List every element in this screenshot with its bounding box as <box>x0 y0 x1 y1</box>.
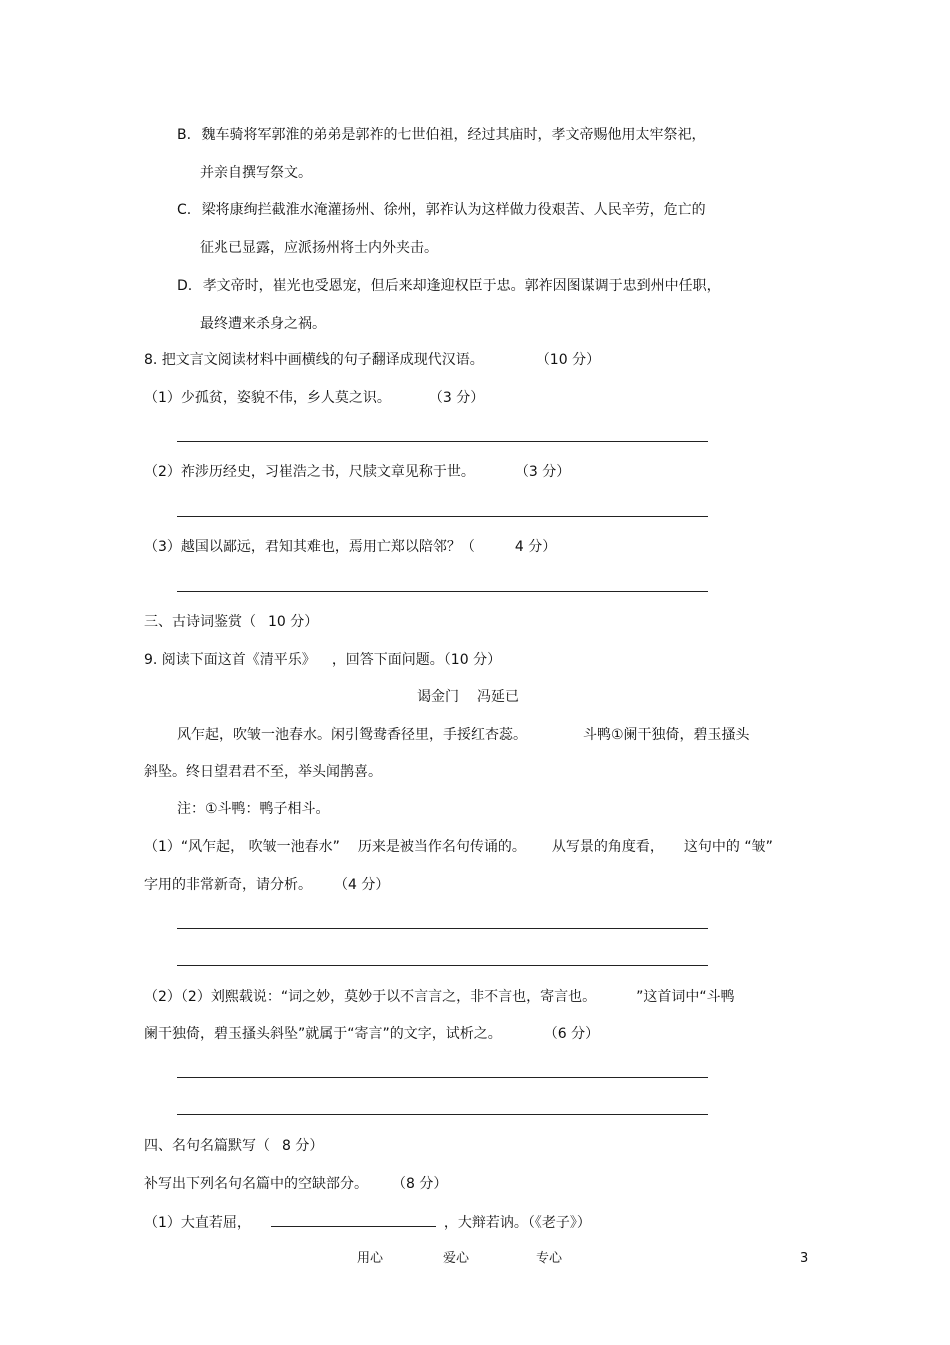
q8-title <box>144 351 600 369</box>
q9-title-rest: ，回答下面问题。（10 分） <box>331 652 502 668</box>
footer-motto-3: 专心 <box>536 1251 563 1266</box>
section-score: 10 分） <box>268 614 319 630</box>
section-score: 8 分） <box>282 1138 324 1154</box>
instruction-score: （8 分） <box>392 1176 448 1192</box>
answer-line[interactable] <box>177 516 708 517</box>
option-b <box>177 126 706 144</box>
q8-score: （10 分） <box>535 352 601 368</box>
poem-author: 冯延已 <box>477 689 519 705</box>
q9-sub-text: 字用的非常新奇，请分析。 <box>144 877 312 893</box>
fill-text: （1）大直若屈， <box>144 1215 251 1231</box>
answer-line[interactable] <box>177 1077 708 1078</box>
q9-sub-1 <box>144 838 773 856</box>
q8-item-score: （3 分） <box>428 390 485 406</box>
poem-title: 谒金门 <box>417 689 459 705</box>
q8-item-1 <box>144 389 484 407</box>
q8-item-text: （2）祚涉历经史，习崔浩之书，尺牍文章见称于世。 <box>144 464 475 480</box>
option-d-continuation: 最终遭来杀身之祸。 <box>200 316 326 332</box>
q8-item-score: （3 分） <box>514 464 571 480</box>
q9-sub-text: 这句中的 “皱” <box>683 839 773 855</box>
poem-text: 风乍起，吹皱一池春水。闲引鸳鸯香径里，手挼红杏蕊。 <box>177 727 527 743</box>
option-text: 孝文帝时，崔光也受恩宠，但后来却逢迎权臣于忠。郭祚因图谋调于忠到州中任职， <box>202 278 721 294</box>
answer-line[interactable] <box>177 1114 708 1115</box>
q9-sub-text: 阑干独倚，碧玉搔头斜坠”就属于“寄言”的文字，试析之。 <box>144 1026 502 1042</box>
answer-line[interactable] <box>177 441 708 442</box>
option-label: B. <box>177 127 192 143</box>
q9-sub-1-line-2 <box>144 876 389 894</box>
q9-sub-score: （6 分） <box>543 1026 600 1042</box>
option-label: C. <box>177 202 192 218</box>
q9-sub-2 <box>144 988 735 1006</box>
instruction-text: 补写出下列名句名篇中的空缺部分。 <box>144 1176 368 1192</box>
q8-item-text: （3）越国以鄙远，君知其难也，焉用亡郑以陪邻？（ <box>144 539 475 555</box>
q9-sub-score: （4 分） <box>334 877 390 893</box>
q8-item-3 <box>144 538 556 556</box>
q9-title <box>144 651 501 669</box>
fill-instruction <box>144 1175 447 1193</box>
section-title: 三、古诗词鉴赏（ <box>144 614 256 630</box>
q9-sub-text: （1）“风乍起， 吹皱一池春水” <box>144 839 340 855</box>
poem-note: 注：①斗鸭：鸭子相斗。 <box>177 801 330 817</box>
poem-text: 斗鸭①阑干独倚，碧玉搔头 <box>583 727 750 743</box>
option-label: D. <box>177 278 193 294</box>
footer-motto-1: 用心 <box>357 1251 384 1266</box>
section-3-heading <box>144 613 318 631</box>
q9-sub-text: 历来是被当作名句传诵的。 <box>357 839 526 855</box>
q9-sub-text: 从写景的角度看， <box>551 839 664 855</box>
option-b-continuation: 并亲自撰写祭文。 <box>200 165 312 181</box>
q9-title-text: 9. 阅读下面这首《清平乐》 <box>144 652 316 668</box>
q8-item-2 <box>144 463 570 481</box>
q8-title-text: 8. 把文言文阅读材料中画横线的句子翻译成现代汉语。 <box>144 352 484 368</box>
answer-line[interactable] <box>177 928 708 929</box>
section-4-heading <box>144 1137 323 1155</box>
q9-sub-2-line-2 <box>144 1025 599 1043</box>
fill-text: ，大辩若讷。（《老子》） <box>443 1215 591 1231</box>
page-number: 3 <box>800 1251 809 1266</box>
section-title: 四、名句名篇默写（ <box>144 1138 270 1154</box>
poem-heading <box>417 688 519 706</box>
option-d <box>177 277 721 295</box>
answer-line[interactable] <box>177 965 708 966</box>
answer-line[interactable] <box>177 591 708 592</box>
option-c <box>177 201 706 219</box>
q9-sub-text: （2）（2）刘熙载说：“词之妙，莫妙于以不言言之，非不言也，寄言也。 <box>144 989 597 1005</box>
q8-item-text: （1）少孤贫，姿貌不伟，乡人莫之识。 <box>144 390 391 406</box>
q9-sub-text: ”这首词中“斗鸭 <box>636 989 735 1005</box>
fill-blank[interactable] <box>271 1212 436 1227</box>
option-c-continuation: 征兆已显露，应派扬州将士内外夹击。 <box>200 240 438 256</box>
poem-line-2: 斜坠。终日望君君不至，举头闻鹊喜。 <box>144 764 382 780</box>
option-text: 梁将康绚拦截淮水淹灌扬州、徐州，郭祚认为这样做力役艰苦、人民辛劳，危亡的 <box>201 202 706 218</box>
q8-item-score: 4 分） <box>514 539 557 555</box>
option-text: 魏车骑将军郭淮的弟弟是郭祚的七世伯祖，经过其庙时，孝文帝赐他用太牢祭祀， <box>201 127 706 143</box>
footer-motto-2: 爱心 <box>443 1251 470 1266</box>
poem-line-1 <box>177 726 750 744</box>
fill-item-1 <box>144 1212 591 1232</box>
